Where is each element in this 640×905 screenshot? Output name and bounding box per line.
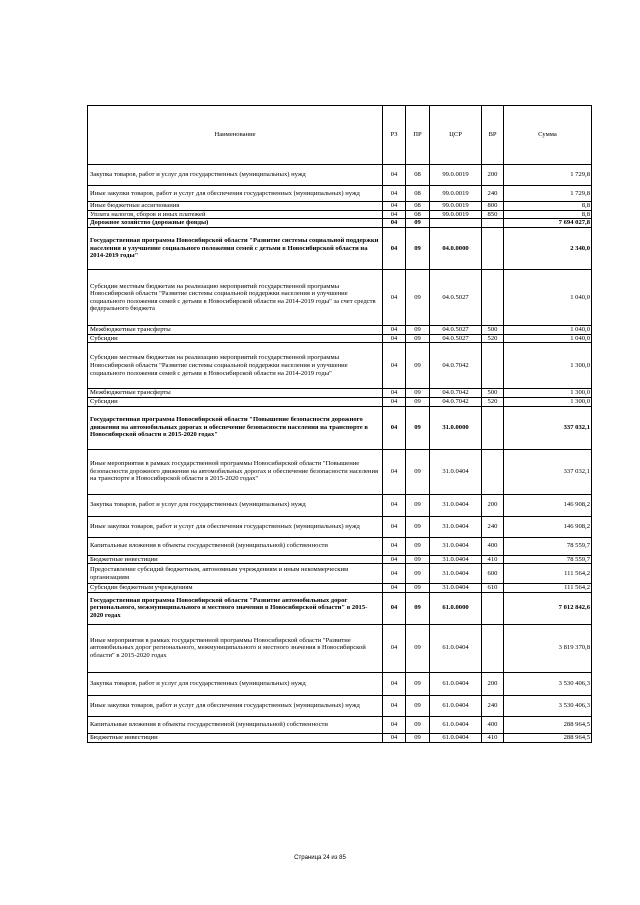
cell-vr: 200: [482, 165, 504, 186]
cell-name: Капитальные вложения в объекты государственной (муниципальной) собственности: [88, 716, 383, 733]
cell-rz: 04: [383, 695, 406, 716]
cell-csr: 04.0.7042: [430, 397, 482, 406]
cell-name: Иные мероприятия в рамках государственной программы Новосибирской области "Повышение безопасности дорожного движения на автомобильных дорогах и обеспечение безопасности населения на транспорте в Новосибирской области в 2015-2020 годах": [88, 449, 383, 494]
cell-csr: 04.0.7042: [430, 343, 482, 389]
table-row: [88, 186, 592, 202]
header-sum: Сумма: [504, 106, 592, 165]
cell-vr: 800: [482, 202, 504, 211]
cell-pr: 09: [406, 716, 430, 733]
cell-name: Закупка товаров, работ и услуг для государственных (муниципальных) нужд: [88, 672, 383, 695]
header-pr: ПР: [406, 106, 430, 165]
table-row: [88, 733, 592, 742]
cell-sum: 7 694 027,8: [504, 219, 592, 228]
table-row: [88, 202, 592, 211]
cell-vr: 610: [482, 584, 504, 593]
cell-sum: 78 559,7: [504, 537, 592, 555]
cell-rz: 04: [383, 397, 406, 406]
cell-sum: 1 040,0: [504, 270, 592, 326]
cell-sum: 288 964,5: [504, 733, 592, 742]
cell-pr: 09: [406, 494, 430, 516]
cell-csr: 99.0.0019: [430, 186, 482, 202]
page-number: Страница 24 из 85: [294, 855, 346, 861]
cell-pr: 09: [406, 584, 430, 593]
cell-csr: 61.0.0404: [430, 624, 482, 672]
cell-vr: 240: [482, 186, 504, 202]
cell-csr: 99.0.0019: [430, 202, 482, 211]
cell-name: Субсидии местным бюджетам на реализацию мероприятий государственной программы Новосибирской области "Развитие системы социальной поддержки населения и улучшение социального положения семей с детьми в Новосибирской области на 2014-2019 годы": [88, 343, 383, 389]
cell-name: Иные закупки товаров, работ и услуг для обеспечения государственных (муниципальных) нужд: [88, 186, 383, 202]
cell-csr: 31.0.0404: [430, 584, 482, 593]
cell-sum: 1 040,0: [504, 334, 592, 343]
table-row: [88, 516, 592, 537]
table-row: [88, 334, 592, 343]
cell-pr: 09: [406, 672, 430, 695]
budget-document: [87, 105, 591, 743]
cell-rz: 04: [383, 584, 406, 593]
cell-rz: 04: [383, 202, 406, 211]
table-row: [88, 695, 592, 716]
cell-rz: 04: [383, 326, 406, 335]
cell-rz: 04: [383, 516, 406, 537]
cell-name: Иные закупки товаров, работ и услуг для обеспечения государственных (муниципальных) нужд: [88, 516, 383, 537]
cell-csr: 31.0.0404: [430, 449, 482, 494]
cell-csr: 04.0.5027: [430, 326, 482, 335]
cell-vr: [482, 228, 504, 270]
table-header-row: [88, 106, 592, 165]
cell-name: Субсидии местным бюджетам на реализацию мероприятий государственной программы Новосибирской области "Развитие системы социальной поддержки населения и улучшение социального положения семей с детьми в Новосибирской области на 2014-2019 годы" за счет средств федерального бюджета: [88, 270, 383, 326]
cell-name: Субсидии бюджетным учреждениям: [88, 584, 383, 593]
cell-name: Иные закупки товаров, работ и услуг для обеспечения государственных (муниципальных) нужд: [88, 695, 383, 716]
table-body: [88, 165, 592, 743]
table-row: [88, 449, 592, 494]
budget-table: [87, 105, 592, 743]
cell-pr: 09: [406, 406, 430, 449]
cell-pr: 08: [406, 165, 430, 186]
table-row: [88, 584, 592, 593]
cell-sum: 146 908,2: [504, 516, 592, 537]
cell-pr: 08: [406, 202, 430, 211]
cell-rz: 04: [383, 389, 406, 398]
cell-rz: 04: [383, 343, 406, 389]
cell-csr: 99.0.0019: [430, 165, 482, 186]
cell-rz: 04: [383, 270, 406, 326]
cell-pr: 08: [406, 186, 430, 202]
table-row: [88, 494, 592, 516]
cell-csr: 04.0.7042: [430, 389, 482, 398]
table-row: [88, 592, 592, 624]
cell-sum: 3 819 370,8: [504, 624, 592, 672]
cell-name: Предоставление субсидий бюджетным, автономным учреждениям и иным некоммерческим организациям: [88, 564, 383, 584]
cell-sum: 1 040,0: [504, 326, 592, 335]
cell-sum: 1 300,0: [504, 343, 592, 389]
table-row: [88, 624, 592, 672]
cell-name: Иные бюджетные ассигнования: [88, 202, 383, 211]
cell-rz: 04: [383, 672, 406, 695]
cell-vr: [482, 592, 504, 624]
cell-rz: 04: [383, 219, 406, 228]
cell-sum: 337 032,1: [504, 406, 592, 449]
cell-vr: [482, 449, 504, 494]
cell-vr: [482, 624, 504, 672]
cell-rz: 04: [383, 228, 406, 270]
cell-name: Субсидии: [88, 334, 383, 343]
cell-sum: 1 729,8: [504, 186, 592, 202]
cell-rz: 04: [383, 165, 406, 186]
cell-pr: 08: [406, 210, 430, 219]
cell-vr: [482, 406, 504, 449]
cell-rz: 04: [383, 406, 406, 449]
cell-pr: 09: [406, 516, 430, 537]
cell-rz: 04: [383, 537, 406, 555]
cell-sum: 337 032,1: [504, 449, 592, 494]
cell-pr: 09: [406, 219, 430, 228]
cell-sum: 111 564,2: [504, 584, 592, 593]
cell-sum: 146 908,2: [504, 494, 592, 516]
cell-pr: 09: [406, 449, 430, 494]
cell-name: Государственная программа Новосибирской области "Развитие системы социальной поддержки населения и улучшение социального положения семей с детьми в Новосибирской области на 2014-2019 годы": [88, 228, 383, 270]
table-row: [88, 564, 592, 584]
cell-sum: 8,8: [504, 210, 592, 219]
cell-pr: 09: [406, 270, 430, 326]
cell-csr: 61.0.0404: [430, 695, 482, 716]
cell-vr: [482, 219, 504, 228]
cell-rz: 04: [383, 494, 406, 516]
table-row: [88, 555, 592, 564]
cell-name: Государственная программа Новосибирской области "Повышение безопасности дорожного движения на автомобильных дорогах и обеспечение безопасности населения на транспорте в Новосибирской области в 2015-2020 годах": [88, 406, 383, 449]
table-row: [88, 228, 592, 270]
cell-pr: 09: [406, 537, 430, 555]
cell-vr: 400: [482, 537, 504, 555]
cell-sum: 78 559,7: [504, 555, 592, 564]
cell-sum: 2 340,0: [504, 228, 592, 270]
cell-vr: 400: [482, 716, 504, 733]
header-vr: ВР: [482, 106, 504, 165]
cell-pr: 09: [406, 389, 430, 398]
cell-csr: 31.0.0404: [430, 494, 482, 516]
cell-name: Межбюджетные трансферты: [88, 389, 383, 398]
cell-pr: 09: [406, 555, 430, 564]
cell-sum: 1 729,8: [504, 165, 592, 186]
cell-sum: 3 530 406,3: [504, 672, 592, 695]
cell-name: Бюджетные инвестиции: [88, 555, 383, 564]
cell-csr: [430, 219, 482, 228]
cell-vr: 410: [482, 733, 504, 742]
cell-sum: 111 564,2: [504, 564, 592, 584]
table-row: [88, 165, 592, 186]
cell-vr: 500: [482, 389, 504, 398]
table-row: [88, 270, 592, 326]
cell-name: Субсидии: [88, 397, 383, 406]
cell-name: Уплата налогов, сборов и иных платежей: [88, 210, 383, 219]
cell-name: Капитальные вложения в объекты государственной (муниципальной) собственности: [88, 537, 383, 555]
header-rz: РЗ: [383, 106, 406, 165]
cell-rz: 04: [383, 624, 406, 672]
cell-csr: 61.0.0000: [430, 592, 482, 624]
table-row: [88, 672, 592, 695]
cell-csr: 04.0.0000: [430, 228, 482, 270]
cell-pr: 09: [406, 397, 430, 406]
cell-sum: 7 012 842,6: [504, 592, 592, 624]
cell-csr: 61.0.0404: [430, 672, 482, 695]
header-name: Наименование: [88, 106, 383, 165]
cell-vr: 410: [482, 555, 504, 564]
cell-rz: 04: [383, 555, 406, 564]
cell-rz: 04: [383, 449, 406, 494]
cell-sum: 8,8: [504, 202, 592, 211]
cell-vr: 850: [482, 210, 504, 219]
cell-pr: 09: [406, 624, 430, 672]
cell-rz: 04: [383, 592, 406, 624]
cell-vr: 200: [482, 672, 504, 695]
cell-pr: 09: [406, 228, 430, 270]
cell-pr: 09: [406, 326, 430, 335]
cell-pr: 09: [406, 343, 430, 389]
table-row: [88, 537, 592, 555]
cell-sum: 3 530 406,3: [504, 695, 592, 716]
cell-vr: [482, 343, 504, 389]
cell-rz: 04: [383, 210, 406, 219]
cell-pr: 09: [406, 564, 430, 584]
cell-name: Государственная программа Новосибирской области "Развитие автомобильных дорог регионального, межмуниципального и местного значения в Новосибирской области" в 2015-2020 годах: [88, 592, 383, 624]
table-row: [88, 716, 592, 733]
header-csr: ЦСР: [430, 106, 482, 165]
cell-name: Межбюджетные трансферты: [88, 326, 383, 335]
cell-sum: 288 964,5: [504, 716, 592, 733]
table-row: [88, 397, 592, 406]
cell-vr: 520: [482, 397, 504, 406]
cell-csr: 31.0.0000: [430, 406, 482, 449]
cell-sum: 1 300,0: [504, 397, 592, 406]
table-row: [88, 406, 592, 449]
cell-csr: 31.0.0404: [430, 564, 482, 584]
cell-csr: 99.0.0019: [430, 210, 482, 219]
cell-csr: 04.0.5027: [430, 334, 482, 343]
table-row: [88, 219, 592, 228]
cell-csr: 31.0.0404: [430, 516, 482, 537]
cell-vr: 200: [482, 494, 504, 516]
cell-csr: 61.0.0404: [430, 733, 482, 742]
cell-rz: 04: [383, 564, 406, 584]
cell-pr: 09: [406, 695, 430, 716]
cell-pr: 09: [406, 592, 430, 624]
cell-vr: 240: [482, 516, 504, 537]
cell-vr: 600: [482, 564, 504, 584]
cell-name: Закупка товаров, работ и услуг для государственных (муниципальных) нужд: [88, 494, 383, 516]
cell-csr: 31.0.0404: [430, 537, 482, 555]
cell-sum: 1 300,0: [504, 389, 592, 398]
cell-vr: 240: [482, 695, 504, 716]
cell-rz: 04: [383, 716, 406, 733]
cell-csr: 04.0.5027: [430, 270, 482, 326]
cell-csr: 31.0.0404: [430, 555, 482, 564]
table-row: [88, 389, 592, 398]
cell-vr: [482, 270, 504, 326]
cell-name: Бюджетные инвестиции: [88, 733, 383, 742]
cell-name: Дорожное хозяйство (дорожные фонды): [88, 219, 383, 228]
cell-rz: 04: [383, 733, 406, 742]
cell-name: Закупка товаров, работ и услуг для государственных (муниципальных) нужд: [88, 165, 383, 186]
table-row: [88, 326, 592, 335]
table-row: [88, 343, 592, 389]
cell-vr: 500: [482, 326, 504, 335]
cell-rz: 04: [383, 186, 406, 202]
table-row: [88, 210, 592, 219]
cell-csr: 61.0.0404: [430, 716, 482, 733]
cell-pr: 09: [406, 334, 430, 343]
cell-pr: 09: [406, 733, 430, 742]
cell-rz: 04: [383, 334, 406, 343]
cell-name: Иные мероприятия в рамках государственной программы Новосибирской области "Развитие автомобильных дорог регионального, межмуниципального и местного значения в Новосибирской области" в 2015-2020 годах: [88, 624, 383, 672]
cell-vr: 520: [482, 334, 504, 343]
